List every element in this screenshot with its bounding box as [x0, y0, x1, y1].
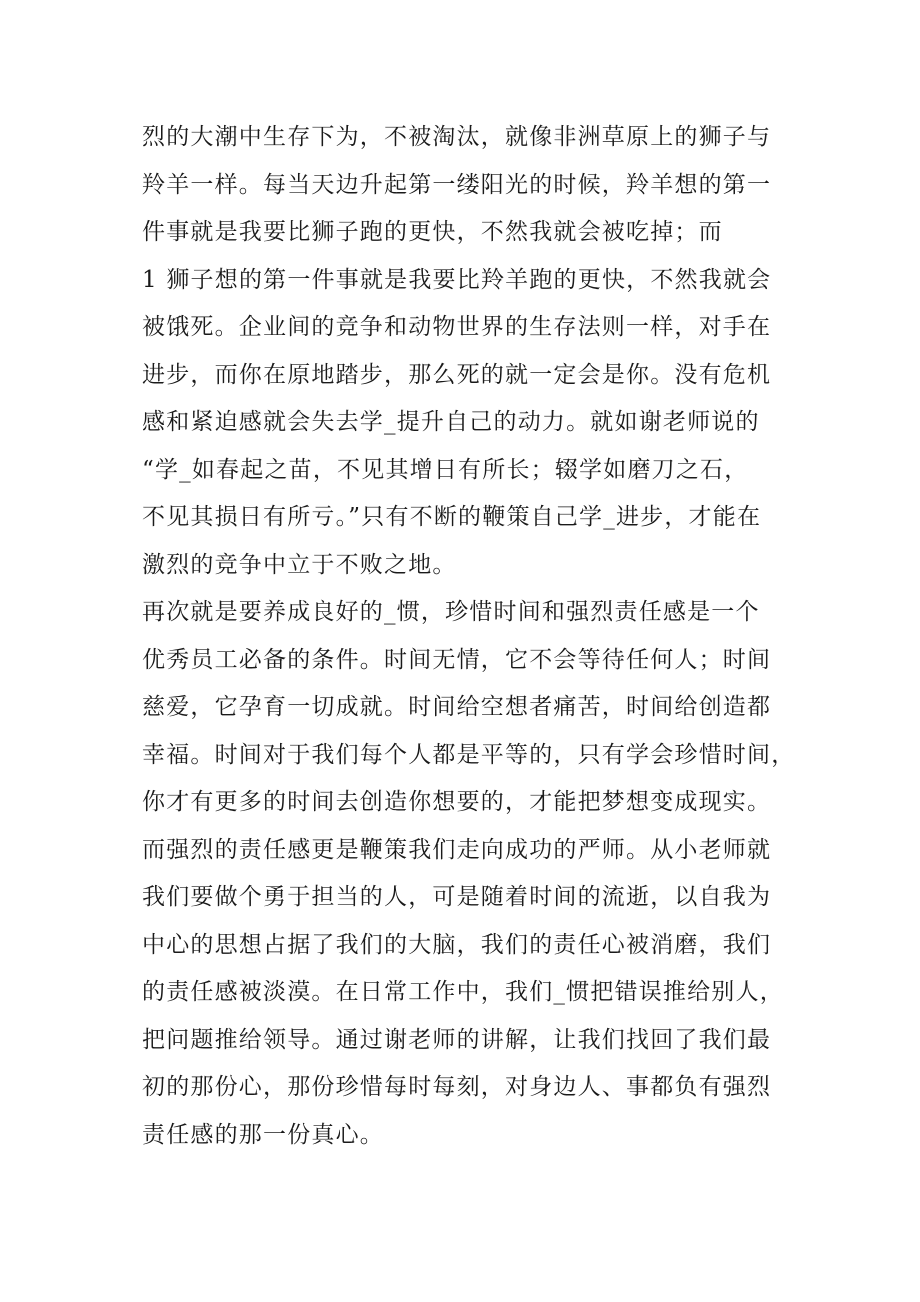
- text-line: 我们要做个勇于担当的人，可是随着时间的流逝，以自我为: [142, 884, 772, 910]
- text-line: 激烈的竞争中立于不败之地。: [142, 551, 457, 578]
- text-line: 把问题推给领导。通过谢老师的讲解，让我们找回了我们最: [142, 1026, 772, 1053]
- text-line: 烈的大潮中生存下为，不被淘汰，就像非洲草原上的狮子与: [142, 124, 772, 150]
- body-text: [142, 114, 822, 1159]
- text-line: 1 狮子想的第一件事就是我要比羚羊跑的更快，不然我就会: [142, 266, 772, 293]
- text-line: 责任感的那一份真心。: [142, 1121, 384, 1148]
- text-line: 你才有更多的时间去创造你想要的，才能把梦想变成现实。: [142, 789, 772, 815]
- text-line: 被饿死。企业间的竞争和动物世界的生存法则一样，对手在: [142, 314, 772, 340]
- text-line: 优秀员工必备的条件。时间无情，它不会等待任何人；时间: [142, 646, 772, 673]
- text-line: 中心的思想占据了我们的大脑，我们的责任心被消磨，我们: [142, 931, 772, 958]
- text-line: 不见其损日有所亏。”只有不断的鞭策自己学_进步，才能在: [142, 504, 762, 530]
- text-line: 进步，而你在原地踏步，那么死的就一定会是你。没有危机: [142, 361, 772, 388]
- text-line: 件事就是我要比狮子跑的更快，不然我就会被吃掉；而: [142, 219, 723, 245]
- text-line: 而强烈的责任感更是鞭策我们走向成功的严师。从小老师就: [142, 836, 772, 863]
- text-line: 幸福。时间对于我们每个人都是平等的，只有学会珍惜时间，: [142, 741, 796, 768]
- text-line: 初的那份心，那份珍惜每时每刻，对身边人、事都负有强烈: [142, 1074, 772, 1100]
- text-line: 慈爱，它孕育一切成就。时间给空想者痛苦，时间给创造都: [142, 694, 772, 720]
- text-line: 感和紧迫感就会失去学_提升自己的动力。就如谢老师说的: [142, 409, 760, 435]
- text-line: 再次就是要养成良好的_惯，珍惜时间和强烈责任感是一个: [142, 599, 760, 625]
- text-line: 羚羊一样。每当天边升起第一缕阳光的时候，羚羊想的第一: [142, 171, 772, 198]
- text-line: 的责任感被淡漠。在日常工作中，我们_惯把错误推给别人，: [142, 979, 784, 1005]
- text-line: “学_如春起之苗，不见其增日有所长；辍学如磨刀之石，: [142, 456, 749, 483]
